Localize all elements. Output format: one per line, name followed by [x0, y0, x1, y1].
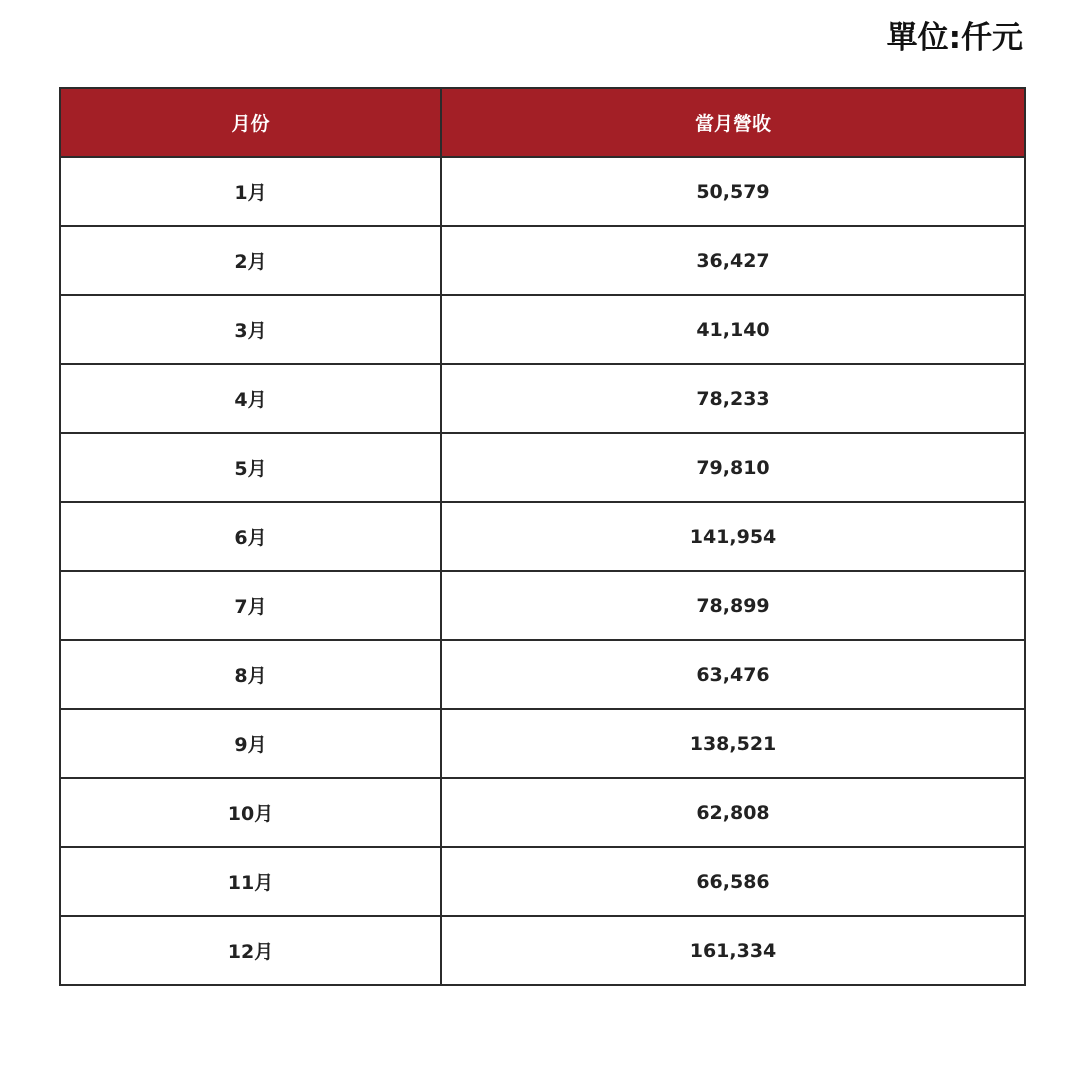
table-row: [60, 502, 1025, 571]
month-cell: 10月: [60, 778, 441, 847]
revenue-cell: 36,427: [441, 226, 1025, 295]
table-row: [60, 709, 1025, 778]
month-cell: 2月: [60, 226, 441, 295]
revenue-cell: 161,334: [441, 916, 1025, 985]
month-cell: 12月: [60, 916, 441, 985]
month-cell: 6月: [60, 502, 441, 571]
table-row: [60, 640, 1025, 709]
table-row: [60, 571, 1025, 640]
month-cell: 1月: [60, 157, 441, 226]
month-cell: 4月: [60, 364, 441, 433]
revenue-cell: 138,521: [441, 709, 1025, 778]
monthly-revenue-table: [59, 87, 1026, 986]
revenue-cell: 41,140: [441, 295, 1025, 364]
table-row: [60, 226, 1025, 295]
revenue-cell: 141,954: [441, 502, 1025, 571]
table-row: [60, 364, 1025, 433]
month-cell: 11月: [60, 847, 441, 916]
revenue-cell: 63,476: [441, 640, 1025, 709]
table-row: [60, 778, 1025, 847]
column-header-revenue: 當月營收: [441, 88, 1025, 157]
column-header-month: 月份: [60, 88, 441, 157]
month-cell: 3月: [60, 295, 441, 364]
month-cell: 9月: [60, 709, 441, 778]
revenue-cell: 66,586: [441, 847, 1025, 916]
table-row: [60, 295, 1025, 364]
table-row: [60, 157, 1025, 226]
revenue-cell: 62,808: [441, 778, 1025, 847]
revenue-cell: 78,899: [441, 571, 1025, 640]
revenue-cell: 50,579: [441, 157, 1025, 226]
revenue-cell: 79,810: [441, 433, 1025, 502]
revenue-cell: 78,233: [441, 364, 1025, 433]
table-row: [60, 916, 1025, 985]
month-cell: 8月: [60, 640, 441, 709]
unit-label: 單位:仟元: [886, 20, 1023, 56]
month-cell: 7月: [60, 571, 441, 640]
table-row: [60, 847, 1025, 916]
table-row: [60, 433, 1025, 502]
month-cell: 5月: [60, 433, 441, 502]
table-header-row: [60, 88, 1025, 157]
